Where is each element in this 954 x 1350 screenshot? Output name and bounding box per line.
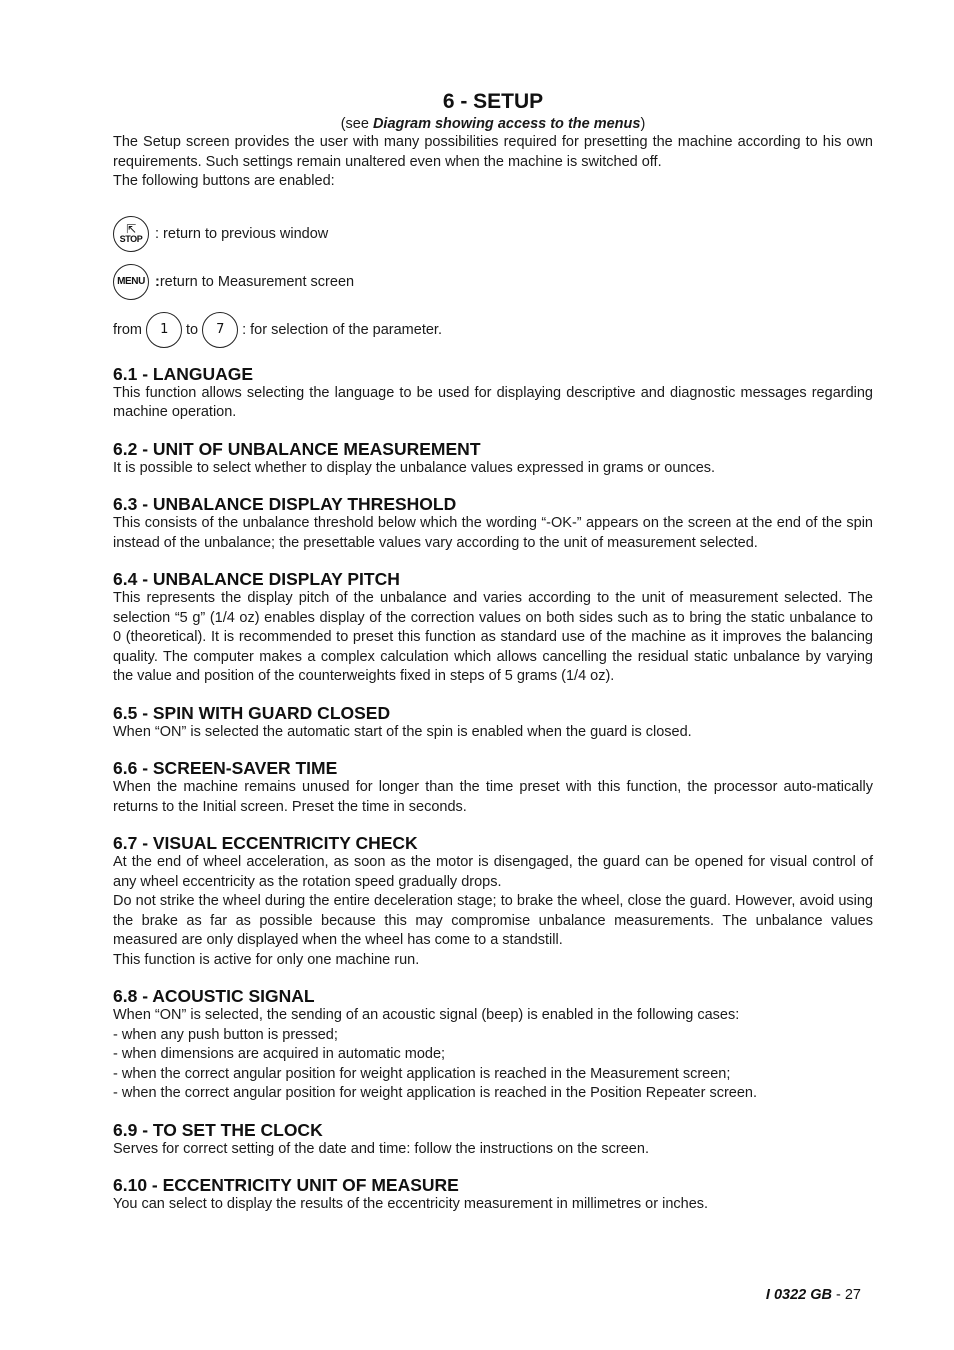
page-footer (700, 1287, 861, 1303)
section-text: You can select to display the results of the eccentricity measurement in millimetres or inches. (113, 1196, 709, 1212)
section-eccentricity-unit (113, 1175, 873, 1215)
section-heading: 6.10 - ECCENTRICITY UNIT OF MEASURE (113, 1175, 459, 1195)
section-spin-guard-closed (113, 703, 873, 743)
section-unit-of-unbalance (113, 439, 873, 479)
section-text: This represents the display pitch of the unbalance and varies according to the unit of measurement selected. The selection “5 g” (1/4 oz) enables display of the correction values on both sides such as to bring the static unbalance to 0 (theoretical). It is recommended to preset this function as standard use of the machine as it improves the balancing quality. The computer makes a complex calculation which allows cancelling the residual static unbalance by varying the value and position of the counterweights fixed in steps of 5 grams (1/4 oz). (113, 590, 873, 684)
section-heading: 6.4 - UNBALANCE DISPLAY PITCH (113, 569, 400, 589)
key-7-icon: 7 (202, 312, 238, 348)
section-heading: 6.3 - UNBALANCE DISPLAY THRESHOLD (113, 494, 457, 514)
section-text: Serves for correct setting of the date and time: follow the instructions on the screen. (113, 1140, 649, 1157)
section-heading: 6.9 - TO SET THE CLOCK (113, 1119, 323, 1140)
range-to-label: to (186, 321, 199, 338)
section-text: This function is active for only one machine run. (113, 951, 420, 968)
subtitle-reference: Diagram showing access to the menus (372, 116, 641, 132)
section-set-clock (113, 1120, 873, 1160)
section-text: When “ON” is selected, the sending of an acoustic signal (beep) is enabled in the following cases: (113, 1007, 740, 1023)
stop-key-description: : return to previous window (155, 225, 329, 242)
page-content (113, 88, 873, 1215)
section-text: It is possible to select whether to display the unbalance values expressed in grams or ounces. (113, 459, 716, 476)
section-heading: 6.8 - ACOUSTIC SIGNAL (113, 986, 315, 1006)
key-row-menu (113, 262, 873, 302)
section-display-pitch (113, 569, 873, 687)
menu-key-icon: MENU (113, 264, 149, 300)
section-text: When “ON” is selected the automatic start of the spin is enabled when the guard is closed. (113, 723, 692, 740)
range-from-label: from (113, 321, 142, 338)
menu-key-description: return to Measurement screen (159, 273, 355, 290)
section-text: This function allows selecting the language to be used for displaying descriptive and diagnostic messages regarding machine operation. (113, 384, 873, 420)
section-heading: 6.7 - VISUAL ECCENTRICITY CHECK (113, 833, 418, 853)
section-text: Do not strike the wheel during the entire deceleration stage; to brake the wheel, close the guard. However, avoid using the brake as far as possible because this may compromise unbalance measurements. The unbalance values measured are only displayed when the wheel has come to a standstill. (113, 893, 873, 948)
section-heading: 6.6 - SCREEN-SAVER TIME (113, 758, 338, 778)
section-text: When the machine remains unused for longer than the time preset with this function, the processor auto-matically returns to the Initial screen. Preset the time in seconds. (113, 779, 873, 815)
stop-key-icon: ⇱ STOP (113, 216, 149, 252)
section-screen-saver-time (113, 758, 873, 817)
intro-paragraph: The Setup screen provides the user with many possibilities required for presetting the machine according to his own requirements. Such settings remain unaltered even when the machine is switched off. (113, 134, 873, 170)
section-text: At the end of wheel acceleration, as soon as the motor is disengaged, the guard can be opened for visual control of any wheel eccentricity as the rotation speed gradually drops. (113, 854, 873, 890)
page-title: 6 - SETUP (442, 90, 544, 113)
section-heading: 6.1 - LANGUAGE (113, 363, 254, 384)
document-code: I 0322 GB (765, 1287, 832, 1303)
key-row-range (113, 310, 873, 350)
page-number: - 27 (831, 1287, 861, 1303)
menu-key-separator: : (155, 273, 160, 290)
section-language (113, 364, 873, 423)
range-description: : for selection of the parameter. (242, 321, 442, 338)
list-item: - when the correct angular position for weight application is reached in the Position Repeater screen. (113, 1085, 758, 1101)
key-row-stop (113, 214, 873, 254)
page-subtitle: (see Diagram showing access to the menus) (340, 116, 646, 132)
section-display-threshold (113, 494, 873, 553)
list-item: - when any push button is pressed; (113, 1026, 338, 1043)
list-item: - when dimensions are acquired in automatic mode; (113, 1046, 446, 1062)
section-heading: 6.2 - UNIT OF UNBALANCE MEASUREMENT (113, 438, 481, 459)
intro-buttons-note: The following buttons are enabled: (113, 173, 335, 189)
section-acoustic-signal (113, 986, 873, 1104)
section-heading: 6.5 - SPIN WITH GUARD CLOSED (113, 702, 391, 723)
section-visual-eccentricity (113, 833, 873, 970)
key-1-icon: 1 (146, 312, 182, 348)
list-item: - when the correct angular position for weight application is reached in the Measurement screen; (113, 1065, 731, 1082)
section-text: This consists of the unbalance threshold below which the wording “-OK-” appears on the screen at the end of the spin instead of the unbalance; the presettable values vary according to the unit of measurement selected. (113, 515, 873, 551)
